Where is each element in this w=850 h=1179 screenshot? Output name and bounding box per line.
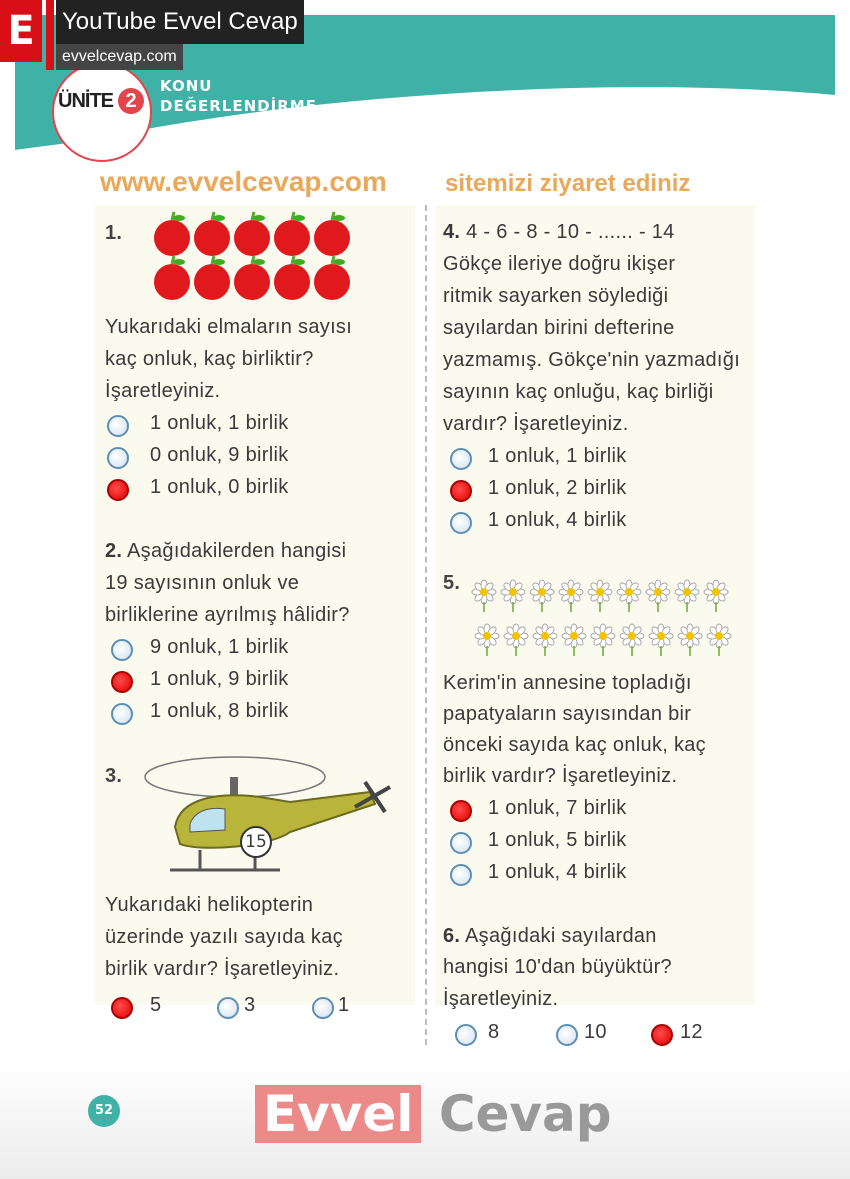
section-title-line1: KONU	[160, 77, 213, 95]
q2-option-radio[interactable]	[111, 703, 133, 725]
q5-option-label[interactable]: 1 onluk, 4 birlik	[488, 861, 627, 883]
apple-icon	[274, 212, 310, 256]
q4-option-radio[interactable]	[450, 512, 472, 534]
daisy-icon	[649, 624, 673, 656]
section-title	[160, 76, 317, 116]
apple-icon	[274, 256, 310, 300]
daisy-icon	[562, 624, 586, 656]
q4-sequence-line	[443, 221, 675, 244]
unit-label	[58, 88, 144, 114]
q4-line: sayının kaç onluğu, kaç birliği	[443, 381, 714, 403]
q2-option-label[interactable]: 9 onluk, 1 birlik	[150, 636, 289, 658]
q5-option-radio-selected[interactable]	[450, 800, 472, 822]
daisy-icon	[646, 580, 670, 612]
q1-line: Yukarıdaki elmaların sayısı	[105, 316, 353, 338]
q6-text: Aşağıdaki sayılardan	[465, 925, 657, 947]
helicopter-number: 15	[240, 826, 272, 858]
daisy-icon	[559, 580, 583, 612]
daisy-icon	[675, 580, 699, 612]
q3-option-radio[interactable]	[217, 997, 239, 1019]
q3-option-radio-selected[interactable]	[111, 997, 133, 1019]
daisy-icon	[591, 624, 615, 656]
q4-line: sayılardan birini defterine	[443, 317, 675, 339]
q2-text: Aşağıdakilerden hangisi	[127, 540, 347, 562]
daisies-illustration	[470, 576, 740, 656]
q1-option-radio[interactable]	[107, 447, 129, 469]
daisy-icon	[617, 580, 641, 612]
apples-illustration	[152, 208, 358, 303]
section-title-line2: DEĞERLENDİRME	[160, 97, 317, 115]
unit-word: ÜNİTE	[58, 90, 113, 112]
column-divider	[425, 205, 427, 1045]
q6-number: 6.	[443, 925, 461, 947]
q6-option-radio-selected[interactable]	[651, 1024, 673, 1046]
q4-option-label[interactable]: 1 onluk, 2 birlik	[488, 477, 627, 499]
helicopter-illustration	[140, 752, 400, 882]
q1-number: 1.	[105, 222, 123, 244]
q3-option-label[interactable]: 1	[338, 994, 350, 1016]
apple-icon	[194, 256, 230, 300]
q6-line	[443, 925, 657, 948]
daisy-icon	[588, 580, 612, 612]
q2-number: 2.	[105, 540, 123, 562]
q5-number: 5.	[443, 572, 461, 594]
q1-line: kaç onluk, kaç birliktir?	[105, 348, 314, 370]
e-logo: E	[0, 0, 42, 62]
q3-option-radio[interactable]	[312, 997, 334, 1019]
apple-icon	[234, 212, 270, 256]
daisy-icon	[530, 580, 554, 612]
q4-option-label[interactable]: 1 onluk, 1 birlik	[488, 445, 627, 467]
apple-icon	[314, 256, 350, 300]
q4-line: yazmamış. Gökçe'nin yazmadığı	[443, 349, 741, 371]
daisy-icon	[475, 624, 499, 656]
badge-bar	[46, 0, 54, 70]
youtube-title: YouTube Evvel Cevap	[56, 0, 304, 44]
q6-line: hangisi 10'dan büyüktür?	[443, 956, 672, 978]
q1-line: İşaretleyiniz.	[105, 380, 221, 402]
apple-icon	[154, 256, 190, 300]
apple-icon	[154, 212, 190, 256]
page-number: 52	[88, 1095, 120, 1127]
q6-option-label[interactable]: 8	[488, 1021, 500, 1043]
q2-option-label[interactable]: 1 onluk, 8 birlik	[150, 700, 289, 722]
q3-line: üzerinde yazılı sayıda kaç	[105, 926, 343, 948]
q2-option-radio-selected[interactable]	[111, 671, 133, 693]
q4-option-label[interactable]: 1 onluk, 4 birlik	[488, 509, 627, 531]
q4-option-radio[interactable]	[450, 448, 472, 470]
q1-option-label[interactable]: 1 onluk, 1 birlik	[150, 412, 289, 434]
daisy-icon	[501, 580, 525, 612]
q2-line	[105, 540, 346, 563]
q4-option-radio-selected[interactable]	[450, 480, 472, 502]
q2-option-radio[interactable]	[111, 639, 133, 661]
q3-line: Yukarıdaki helikopterin	[105, 894, 314, 916]
q6-option-label[interactable]: 10	[584, 1021, 607, 1043]
apple-icon	[234, 256, 270, 300]
q5-option-radio[interactable]	[450, 832, 472, 854]
daisy-icon	[504, 624, 528, 656]
q1-option-label[interactable]: 1 onluk, 0 birlik	[150, 476, 289, 498]
footer-logo	[255, 1085, 612, 1143]
q5-option-label[interactable]: 1 onluk, 7 birlik	[488, 797, 627, 819]
apple-icon	[314, 212, 350, 256]
q2-line: 19 sayısının onluk ve	[105, 572, 300, 594]
q6-line: İşaretleyiniz.	[443, 988, 559, 1010]
q1-option-radio[interactable]	[107, 415, 129, 437]
q4-sequence: 4 - 6 - 8 - 10 - ...... - 14	[466, 221, 675, 243]
q6-option-label[interactable]: 12	[680, 1021, 703, 1043]
daisy-icon	[704, 580, 728, 612]
site-label: evvelcevap.com	[56, 44, 183, 70]
q1-option-label[interactable]: 0 onluk, 9 birlik	[150, 444, 289, 466]
q5-line: Kerim'in annesine topladığı	[443, 672, 692, 694]
q3-option-label[interactable]: 3	[244, 994, 256, 1016]
q4-number: 4.	[443, 221, 461, 243]
q2-option-label[interactable]: 1 onluk, 9 birlik	[150, 668, 289, 690]
q5-line: önceki sayıda kaç onluk, kaç	[443, 734, 706, 756]
daisy-icon	[620, 624, 644, 656]
q1-option-radio-selected[interactable]	[107, 479, 129, 501]
q5-line: birlik vardır? İşaretleyiniz.	[443, 765, 678, 787]
daisy-icon	[707, 624, 731, 656]
daisy-icon	[678, 624, 702, 656]
apple-icon	[194, 212, 230, 256]
q4-line: ritmik sayarken söylediği	[443, 285, 669, 307]
q3-option-label[interactable]: 5	[150, 994, 162, 1016]
unit-number: 2	[118, 88, 144, 114]
q4-line: Gökçe ileriye doğru ikişer	[443, 253, 676, 275]
footer-logo-evvel: Evvel	[255, 1085, 421, 1143]
q6-option-radio[interactable]	[556, 1024, 578, 1046]
q3-number: 3.	[105, 765, 123, 787]
watermark-visit: sitemizi ziyaret ediniz	[445, 170, 691, 197]
q5-option-radio[interactable]	[450, 864, 472, 886]
q6-option-radio[interactable]	[455, 1024, 477, 1046]
q2-line: birliklerine ayrılmış hâlidir?	[105, 604, 350, 626]
daisy-icon	[472, 580, 496, 612]
q3-line: birlik vardır? İşaretleyiniz.	[105, 958, 340, 980]
q5-line: papatyaların sayısından bir	[443, 703, 692, 725]
watermark-url: www.evvelcevap.com	[100, 166, 387, 197]
footer-logo-cevap: Cevap	[438, 1085, 612, 1143]
q4-line: vardır? İşaretleyiniz.	[443, 413, 629, 435]
daisy-icon	[533, 624, 557, 656]
q5-option-label[interactable]: 1 onluk, 5 birlik	[488, 829, 627, 851]
